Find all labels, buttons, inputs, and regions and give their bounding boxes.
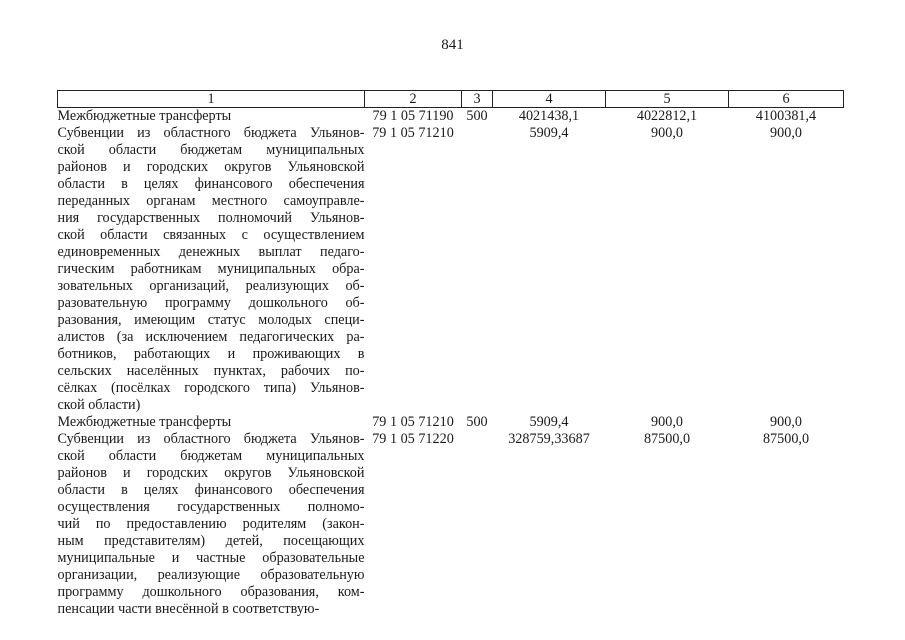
- budget-table: [57, 90, 844, 618]
- row-name-line: единовременных денежных выплат педаго-: [57, 244, 365, 260]
- row-name-line: ской области бюджетам муниципальных: [57, 448, 365, 464]
- row-name-line: сёлках (посёлках городского типа) Ульянов-: [57, 380, 365, 396]
- column-header-5: 5: [606, 91, 729, 108]
- column-header-6: 6: [729, 91, 844, 108]
- row-name-line: гическим работникам муниципальных обра-: [57, 261, 365, 277]
- row-value-col6: 900,0: [770, 414, 802, 430]
- row-name-line: Субвенции из областного бюджета Ульянов-: [57, 125, 365, 141]
- row-name-line: Межбюджетные трансферты: [57, 414, 232, 430]
- row-name: [58, 108, 365, 126]
- row-name-line: ным представителям) детей, посещающих: [57, 533, 365, 549]
- row-code: 79 1 05 71190: [372, 108, 454, 124]
- row-name-line: переданных органам местного самоуправле-: [57, 193, 365, 209]
- row-value-col6: 900,0: [770, 125, 802, 141]
- column-header-3: 3: [462, 91, 493, 108]
- row-name: [58, 414, 365, 431]
- row-expense-type: 500: [466, 414, 488, 430]
- row-name-line: муниципальные и частные образовательные: [57, 550, 365, 566]
- row-name-line: области в целях финансового обеспечения: [57, 176, 365, 192]
- column-header-1: 1: [58, 91, 365, 108]
- row-name-line: Субвенции из областного бюджета Ульянов-: [57, 431, 365, 447]
- row-name-line: разования, имеющим статус молодых специ-: [57, 312, 365, 328]
- row-value-col5: 4022812,1: [636, 108, 698, 124]
- row-expense-type: [462, 431, 493, 618]
- row-name-line: осуществления государственных полномо-: [57, 499, 365, 515]
- row-name-line: ской области бюджетам муниципальных: [57, 142, 365, 158]
- table-row: [58, 414, 844, 431]
- row-expense-type: [462, 125, 493, 414]
- row-value-col4: 5909,4: [529, 414, 569, 430]
- row-value-col4: 328759,33687: [508, 431, 590, 447]
- row-name-line: сельских населённых пунктах, рабочих по-: [57, 363, 365, 379]
- row-name-line: районов и городских округов Ульяновской: [57, 465, 365, 481]
- row-value-col5: 900,0: [651, 125, 683, 141]
- row-name-line: алистов (за исключением педагогических ра-: [57, 329, 365, 345]
- table-header-row: [58, 91, 844, 108]
- row-code: 79 1 05 71220: [372, 431, 454, 447]
- row-name-line: организации, реализующие образовательную: [57, 567, 365, 583]
- row-expense-type: 500: [466, 108, 488, 124]
- table-body: [58, 108, 844, 619]
- row-name-line: ской области связанных с осуществлением: [57, 227, 365, 243]
- row-name-line: программу дошкольного образования, ком-: [57, 584, 365, 600]
- table-row: [58, 108, 844, 126]
- row-value-col4: 4021438,1: [518, 108, 580, 124]
- row-name-line: Межбюджетные трансферты: [57, 108, 232, 124]
- row-name-line: ния государственных полномочий Ульянов-: [57, 210, 365, 226]
- row-value-col5: 900,0: [651, 414, 683, 430]
- row-name: [58, 125, 365, 414]
- row-value-col4: 5909,4: [529, 125, 569, 141]
- row-code: 79 1 05 71210: [372, 414, 454, 430]
- row-value-col5: 87500,0: [643, 431, 691, 447]
- row-value-col6: 87500,0: [762, 431, 810, 447]
- row-name-line: зовательных организаций, реализующих об-: [57, 278, 365, 294]
- row-name-line: ботников, работающих и проживающих в: [57, 346, 365, 362]
- column-header-4: 4: [493, 91, 606, 108]
- row-value-col6: 4100381,4: [755, 108, 817, 124]
- row-code: 79 1 05 71210: [372, 125, 454, 141]
- row-name-line: разовательную программу дошкольного об-: [57, 295, 365, 311]
- row-name-line: пенсации части внесённой в соответствую-: [57, 601, 320, 617]
- column-header-2: 2: [365, 91, 462, 108]
- row-name-line: ской области): [57, 397, 141, 413]
- row-name-line: районов и городских округов Ульяновской: [57, 159, 365, 175]
- table-row: [58, 125, 844, 414]
- table-row: [58, 431, 844, 618]
- row-name-line: чий по предоставлению родителям (закон-: [57, 516, 365, 532]
- page-number: 841: [441, 37, 464, 53]
- row-name: [58, 431, 365, 618]
- row-name-line: области в целях финансового обеспечения: [57, 482, 365, 498]
